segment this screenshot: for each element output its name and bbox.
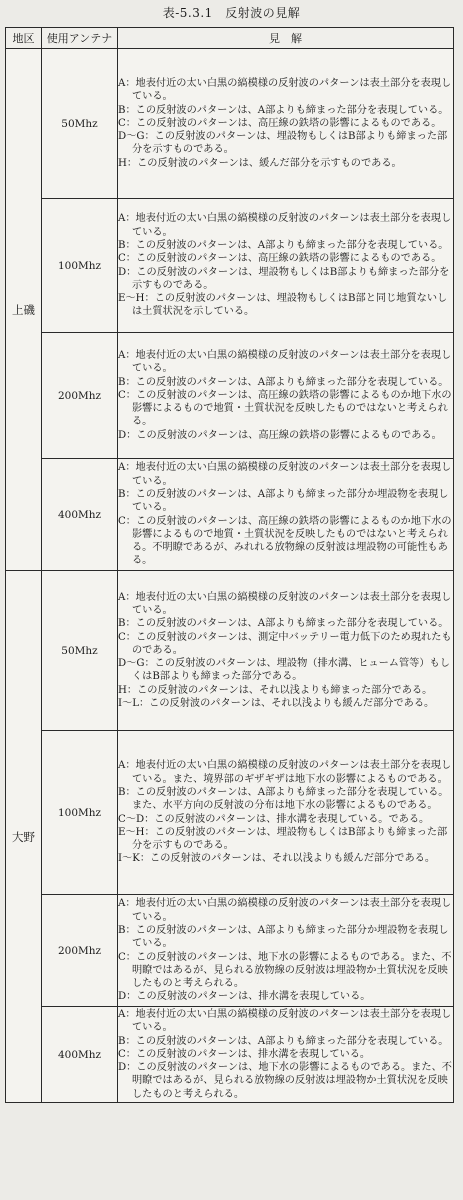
view-note: E～H：この反射波のパターンは、埋設物もしくはB部と同じ地質ないしは土質状況を示している。: [118, 293, 448, 318]
view-note: I～K：この反射波のパターンは、それ以浅よりも緩んだ部分である。: [118, 853, 436, 865]
view-note: C：この反射波のパターンは、排水溝を表現している。: [118, 1048, 371, 1060]
view-note: D：この反射波のパターンは、排水溝を表現している。: [118, 991, 371, 1003]
region-cell: 大野: [6, 571, 42, 1103]
view-note: B：この反射波のパターンは、A部よりも締まった部分を表現している。: [118, 104, 449, 116]
view-note: A：地表付近の太い白黒の縞模様の反射波のパターンは表土部分を表現している。: [118, 349, 452, 375]
view-note: B：この反射波のパターンは、A部よりも締まった部分を表現している。: [118, 618, 449, 630]
table-row: [6, 895, 454, 1007]
view-cell: [118, 333, 454, 459]
antenna-cell: 50Mhz: [42, 571, 118, 731]
header-view: 見 解: [118, 28, 454, 49]
antenna-cell: 400Mhz: [42, 459, 118, 571]
antenna-cell: 100Mhz: [42, 199, 118, 333]
view-note: D：この反射波のパターンは、高圧線の鉄塔の影響によるものである。: [118, 429, 442, 441]
view-cell: [118, 731, 454, 895]
view-cell: [118, 49, 454, 199]
view-note: A：地表付近の太い白黒の縞模様の反射波のパターンは表土部分を表現している。: [118, 1008, 452, 1034]
view-note: C：この反射波のパターンは、高圧線の鉄塔の影響によるものか地下水の影響によるもので地質・土質状況を反映したものではないと考えられる。: [118, 389, 452, 428]
view-note: B：この反射波のパターンは、A部よりも締まった部分を表現している。: [118, 239, 449, 251]
table-row: [6, 333, 454, 459]
table-caption: 表-5.3.1 反射波の見解: [162, 6, 301, 20]
region-cell: 上磯: [6, 49, 42, 571]
table-header-row: [6, 28, 454, 49]
view-note: A：地表付近の太い白黒の縞模様の反射波のパターンは表土部分を表現している。: [118, 213, 452, 238]
view-note: A：地表付近の太い白黒の縞模様の反射波のパターンは表土部分を表現している。: [118, 591, 452, 616]
view-note: H：この反射波のパターンは、緩んだ部分を示すものである。: [118, 157, 402, 169]
reflection-view-table: [5, 27, 454, 1103]
view-note: C：この反射波のパターンは、測定中バッテリー電力低下のため現れたものである。: [118, 631, 452, 656]
table-row: [6, 731, 454, 895]
header-region: 地区: [6, 28, 42, 49]
antenna-cell: 50Mhz: [42, 49, 118, 199]
table-row: [6, 49, 454, 199]
view-note: C：この反射波のパターンは、高圧線の鉄塔の影響によるものである。: [118, 117, 442, 129]
view-note: B：この反射波のパターンは、A部よりも締まった部分を表現している。: [118, 1035, 449, 1047]
header-antenna: 使用アンテナ: [42, 28, 118, 49]
view-note: B：この反射波のパターンは、A部よりも締まった部分か埋設物を表現している。: [118, 924, 449, 950]
table-row: [6, 459, 454, 571]
view-note: E～H：この反射波のパターンは、埋設物もしくはB部よりも締まった部分を示すものである。: [118, 826, 448, 852]
antenna-cell: 200Mhz: [42, 333, 118, 459]
view-note: B：この反射波のパターンは、A部よりも締まった部分か埋設物を表現している。: [118, 488, 449, 514]
table-row: [6, 1007, 454, 1103]
antenna-cell: 200Mhz: [42, 895, 118, 1007]
view-note: A：地表付近の太い白黒の縞模様の反射波のパターンは表土部分を表現している。: [118, 462, 452, 487]
view-cell: [118, 459, 454, 571]
view-note: D～G：この反射波のパターンは、埋設物もしくはB部よりも締まった部分を示すものである。: [118, 131, 448, 156]
view-note: D：この反射波のパターンは、地下水の影響によるものである。また、不明瞭ではあるが、見られる放物線の反射波は埋設物か土質状況を反映したものと考えられる。: [118, 1062, 452, 1100]
view-note: A：地表付近の太い白黒の縞模様の反射波のパターンは表土部分を表現している。: [118, 898, 452, 923]
view-cell: [118, 571, 454, 731]
table-row: [6, 199, 454, 333]
view-note: C：この反射波のパターンは、地下水の影響によるものである。また、不明瞭ではあるが、見られる放物線の反射波は埋設物か土質状況を反映したものと考えられる。: [118, 951, 452, 990]
view-note: H：この反射波のパターンは、それ以浅よりも締まった部分である。: [118, 684, 433, 696]
view-note: D：この反射波のパターンは、埋設物もしくはB部よりも締まった部分を示すものである。: [118, 266, 450, 291]
view-note: A：地表付近の太い白黒の縞模様の反射波のパターンは表土部分を表現している。: [118, 77, 452, 103]
view-cell: [118, 1007, 454, 1103]
view-note: A：地表付近の太い白黒の縞模様の反射波のパターンは表土部分を表現している。また、境界部のギザギザは地下水の影響によるものである。: [118, 760, 452, 785]
view-note: C：この反射波のパターンは、高圧線の鉄塔の影響によるものである。: [118, 253, 442, 265]
antenna-cell: 100Mhz: [42, 731, 118, 895]
view-cell: [118, 199, 454, 333]
table-row: [6, 571, 454, 731]
view-note: C：この反射波のパターンは、高圧線の鉄塔の影響によるものか地下水の影響によるもので地質・土質状況を反映したものではないと考えられる。不明瞭であるが、みれれる放物線の反射波は埋設物の可能性もある。: [118, 515, 452, 567]
view-note: B：この反射波のパターンは、A部よりも締まった部分を表現している。: [118, 376, 449, 388]
view-cell: [118, 895, 454, 1007]
view-note: B：この反射波のパターンは、A部よりも締まった部分を表現している。また、水平方向の反射波の分布は地下水の影響によるものである。: [118, 786, 449, 812]
antenna-cell: 400Mhz: [42, 1007, 118, 1103]
view-note: C～D：この反射波のパターンは、排水溝を表現している。である。: [118, 813, 430, 825]
view-note: D～G：この反射波のパターンは、埋設物（排水溝、ヒューム管等）もしくはB部よりも締まった部分である。: [118, 658, 450, 683]
view-note: I～L：この反射波のパターンは、それ以浅よりも緩んだ部分である。: [118, 698, 435, 710]
